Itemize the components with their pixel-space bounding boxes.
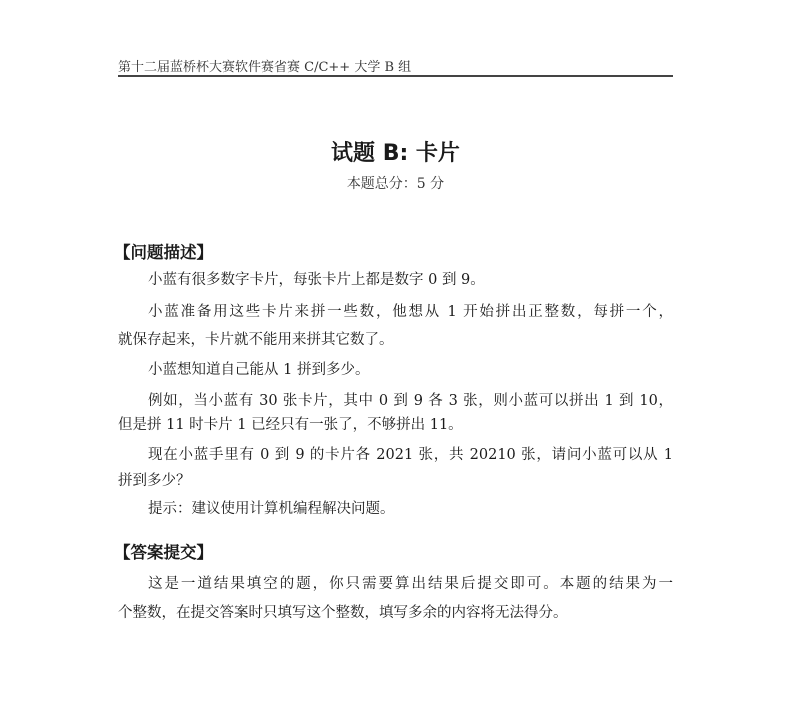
- paragraph-line: 但是拼 11 时卡片 1 已经只有一张了，不够拼出 11。: [118, 417, 463, 433]
- section-heading-description: 【问题描述】: [114, 243, 213, 262]
- paragraph-line: 小蓝准备用这些卡片来拼一些数，他想从 1 开始拼出正整数，每拼一个，: [148, 304, 673, 320]
- paragraph-line: 提示：建议使用计算机编程解决问题。: [148, 501, 395, 517]
- running-header: 第十二届蓝桥杯大赛软件赛省赛 C/C++ 大学 B 组: [118, 60, 412, 75]
- problem-score: 本题总分：5 分: [346, 176, 445, 192]
- paragraph-line: 小蓝想知道自己能从 1 拼到多少。: [148, 362, 370, 378]
- paragraph-line: 小蓝有很多数字卡片，每张卡片上都是数字 0 到 9。: [148, 272, 485, 288]
- section-heading-submission: 【答案提交】: [114, 543, 213, 562]
- header-rule: [118, 75, 673, 77]
- paragraph-line: 就保存起来，卡片就不能用来拼其它数了。: [118, 332, 394, 348]
- paragraph-line: 拼到多少？: [118, 473, 191, 489]
- paragraph-line: 现在小蓝手里有 0 到 9 的卡片各 2021 张，共 20210 张，请问小蓝可以从 1: [148, 447, 673, 463]
- paragraph-line: 这是一道结果填空的题，你只需要算出结果后提交即可。本题的结果为一: [148, 576, 673, 592]
- paragraph-line: 个整数，在提交答案时只填写这个整数，填写多余的内容将无法得分。: [118, 605, 568, 621]
- paragraph-line: 例如，当小蓝有 30 张卡片，其中 0 到 9 各 3 张，则小蓝可以拼出 1 到 10，: [148, 393, 673, 409]
- problem-title: 试题 B: 卡片: [331, 141, 460, 166]
